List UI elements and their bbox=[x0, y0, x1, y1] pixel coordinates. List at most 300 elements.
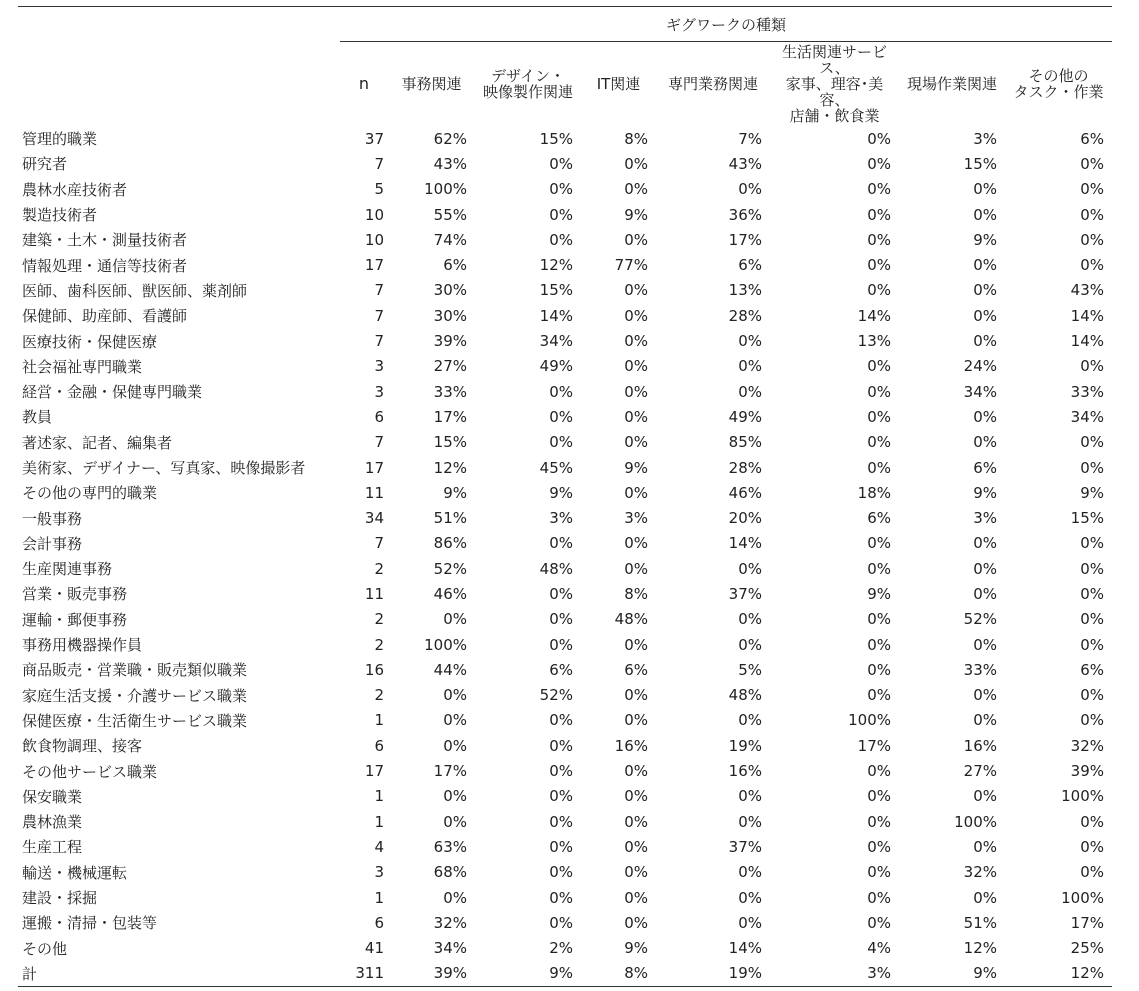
table-row bbox=[18, 202, 1112, 227]
cell-percent: 33% bbox=[433, 382, 467, 401]
cell-n: 1 bbox=[374, 787, 384, 806]
cell-percent: 0% bbox=[867, 762, 891, 781]
cell-percent: 0% bbox=[1080, 711, 1104, 730]
cell-n: 7 bbox=[374, 433, 384, 452]
cell-percent: 7% bbox=[738, 129, 762, 148]
cell-n: 3 bbox=[374, 382, 384, 401]
table-row bbox=[18, 632, 1112, 657]
cell-percent: 6% bbox=[1080, 660, 1104, 679]
cell-percent: 0% bbox=[867, 837, 891, 856]
cell-percent: 0% bbox=[867, 180, 891, 199]
table-body bbox=[18, 126, 1112, 987]
cell-percent: 0% bbox=[973, 205, 997, 224]
cell-percent: 0% bbox=[624, 332, 648, 351]
cell-percent: 9% bbox=[899, 961, 1005, 987]
row-label: 輸送・機械運転 bbox=[22, 863, 128, 882]
cell-percent: 0% bbox=[549, 812, 573, 831]
cell-percent: 3% bbox=[973, 509, 997, 528]
cell-percent: 0% bbox=[549, 762, 573, 781]
cell-percent: 0% bbox=[1080, 610, 1104, 629]
cell-percent: 0% bbox=[973, 256, 997, 275]
cell-percent: 0% bbox=[624, 762, 648, 781]
cell-percent: 0% bbox=[549, 913, 573, 932]
cell-percent: 0% bbox=[867, 407, 891, 426]
cell-percent: 0% bbox=[738, 332, 762, 351]
row-label: 運搬・清掃・包装等 bbox=[22, 914, 158, 933]
cell-percent: 0% bbox=[443, 812, 467, 831]
cell-percent: 0% bbox=[624, 180, 648, 199]
table-header bbox=[18, 7, 1112, 127]
cell-percent: 0% bbox=[624, 686, 648, 705]
cell-n: 11 bbox=[364, 483, 384, 502]
cell-n: 311 bbox=[340, 961, 388, 987]
cell-n: 7 bbox=[374, 534, 384, 553]
cell-percent: 0% bbox=[973, 433, 997, 452]
cell-percent: 0% bbox=[624, 711, 648, 730]
row-label: 生産工程 bbox=[22, 838, 83, 857]
row-label: 建築・土木・測量技術者 bbox=[22, 231, 188, 250]
cell-n: 41 bbox=[364, 939, 384, 958]
table-row bbox=[18, 708, 1112, 733]
row-label: 農林漁業 bbox=[22, 813, 83, 832]
cell-percent: 51% bbox=[433, 509, 467, 528]
cell-percent: 0% bbox=[549, 787, 573, 806]
cell-percent: 9% bbox=[624, 205, 648, 224]
cell-percent: 0% bbox=[973, 559, 997, 578]
cell-n: 2 bbox=[374, 610, 384, 629]
cell-percent: 9% bbox=[549, 483, 573, 502]
cell-percent: 52% bbox=[433, 559, 467, 578]
cell-percent: 0% bbox=[867, 382, 891, 401]
table-row bbox=[18, 379, 1112, 404]
cell-percent: 0% bbox=[867, 433, 891, 452]
cell-n: 7 bbox=[374, 332, 384, 351]
cell-percent: 0% bbox=[1080, 180, 1104, 199]
cell-n: 34 bbox=[364, 509, 384, 528]
cell-percent: 0% bbox=[867, 154, 891, 173]
cell-percent: 0% bbox=[443, 787, 467, 806]
column-header: 生活関連サービス、 家事、理容･美容、 店舗・飲食業 bbox=[781, 43, 887, 125]
cell-n: 2 bbox=[374, 686, 384, 705]
row-label: 美術家、デザイナー、写真家、映像撮影者 bbox=[22, 459, 306, 477]
table-row bbox=[18, 404, 1112, 429]
table-row bbox=[18, 455, 1112, 480]
cell-percent: 0% bbox=[867, 559, 891, 578]
cell-percent: 12% bbox=[963, 939, 997, 958]
cell-percent: 46% bbox=[433, 584, 467, 603]
cell-percent: 8% bbox=[624, 129, 648, 148]
cell-percent: 0% bbox=[973, 787, 997, 806]
cell-percent: 0% bbox=[1080, 230, 1104, 249]
cell-percent: 6% bbox=[1080, 129, 1104, 148]
cell-percent: 0% bbox=[973, 686, 997, 705]
cell-percent: 0% bbox=[1080, 154, 1104, 173]
cell-percent: 0% bbox=[1080, 559, 1104, 578]
cell-n: 7 bbox=[374, 154, 384, 173]
row-label: 飲食物調理、接客 bbox=[22, 737, 143, 756]
table-row bbox=[18, 860, 1112, 885]
cell-n: 3 bbox=[374, 357, 384, 376]
cell-percent: 15% bbox=[1070, 509, 1104, 528]
row-label: 商品販売・営業職・販売類似職業 bbox=[22, 661, 248, 680]
table-row bbox=[18, 328, 1112, 353]
row-label: 事務用機器操作員 bbox=[22, 636, 143, 655]
cell-percent: 100% bbox=[1061, 888, 1104, 907]
cell-percent: 37% bbox=[728, 837, 762, 856]
cell-percent: 51% bbox=[963, 913, 997, 932]
cell-percent: 0% bbox=[867, 787, 891, 806]
cell-n: 17 bbox=[364, 256, 384, 275]
cell-percent: 14% bbox=[1070, 332, 1104, 351]
cell-percent: 46% bbox=[728, 483, 762, 502]
cell-percent: 17% bbox=[433, 762, 467, 781]
cell-percent: 68% bbox=[433, 863, 467, 882]
cell-percent: 43% bbox=[433, 154, 467, 173]
cell-percent: 0% bbox=[867, 686, 891, 705]
cell-percent: 0% bbox=[738, 863, 762, 882]
cell-n: 1 bbox=[374, 888, 384, 907]
cell-percent: 85% bbox=[728, 433, 762, 452]
column-header: デザイン・ 映像製作関連 bbox=[482, 67, 573, 101]
table-row bbox=[18, 151, 1112, 176]
cell-percent: 0% bbox=[624, 306, 648, 325]
cell-percent: 77% bbox=[614, 256, 648, 275]
cell-percent: 33% bbox=[963, 660, 997, 679]
cell-percent: 0% bbox=[738, 812, 762, 831]
cell-percent: 55% bbox=[433, 205, 467, 224]
cell-percent: 100% bbox=[424, 180, 467, 199]
cell-percent: 14% bbox=[539, 306, 573, 325]
cell-percent: 30% bbox=[433, 281, 467, 300]
cell-percent: 9% bbox=[973, 230, 997, 249]
row-label: 医療技術・保健医療 bbox=[22, 332, 158, 351]
row-label: 運輸・郵便事務 bbox=[22, 610, 128, 629]
row-label: 著述家、記者、編集者 bbox=[22, 433, 173, 452]
cell-percent: 19% bbox=[656, 961, 770, 987]
row-label: その他の専門的職業 bbox=[22, 484, 158, 503]
cell-percent: 3% bbox=[973, 129, 997, 148]
cell-percent: 100% bbox=[1061, 787, 1104, 806]
cell-percent: 0% bbox=[549, 584, 573, 603]
cell-percent: 0% bbox=[549, 205, 573, 224]
cell-percent: 34% bbox=[539, 332, 573, 351]
cell-n: 3 bbox=[374, 863, 384, 882]
table-row bbox=[18, 556, 1112, 581]
row-label: 建設・採掘 bbox=[22, 889, 98, 908]
table-row bbox=[18, 733, 1112, 758]
cell-percent: 32% bbox=[1070, 736, 1104, 755]
table-row bbox=[18, 505, 1112, 530]
cell-percent: 0% bbox=[738, 180, 762, 199]
cell-n: 10 bbox=[364, 230, 384, 249]
cell-percent: 48% bbox=[614, 610, 648, 629]
cell-percent: 3% bbox=[770, 961, 899, 987]
row-label: 農林水産技術者 bbox=[22, 180, 128, 199]
cell-n: 16 bbox=[364, 660, 384, 679]
cell-percent: 3% bbox=[624, 509, 648, 528]
cell-percent: 0% bbox=[973, 534, 997, 553]
row-label: 情報処理・通信等技術者 bbox=[22, 256, 188, 275]
cell-percent: 34% bbox=[963, 382, 997, 401]
cell-n: 2 bbox=[374, 559, 384, 578]
cell-percent: 86% bbox=[433, 534, 467, 553]
cell-percent: 0% bbox=[738, 357, 762, 376]
cell-percent: 0% bbox=[549, 711, 573, 730]
cell-percent: 0% bbox=[973, 180, 997, 199]
cell-percent: 37% bbox=[728, 584, 762, 603]
row-label: 生産関連事務 bbox=[22, 560, 113, 579]
cell-percent: 13% bbox=[857, 332, 891, 351]
cell-percent: 0% bbox=[624, 154, 648, 173]
cell-percent: 6% bbox=[867, 509, 891, 528]
cell-percent: 0% bbox=[738, 711, 762, 730]
cell-percent: 0% bbox=[624, 357, 648, 376]
cell-percent: 0% bbox=[738, 913, 762, 932]
cell-percent: 0% bbox=[624, 559, 648, 578]
cell-percent: 0% bbox=[1080, 256, 1104, 275]
cell-percent: 0% bbox=[1080, 534, 1104, 553]
cell-percent: 0% bbox=[624, 913, 648, 932]
table-row bbox=[18, 126, 1112, 151]
cell-percent: 0% bbox=[973, 306, 997, 325]
cell-percent: 0% bbox=[1080, 863, 1104, 882]
table-row bbox=[18, 581, 1112, 606]
cell-percent: 0% bbox=[973, 711, 997, 730]
row-label: 医師、歯科医師、獣医師、薬剤師 bbox=[22, 281, 248, 300]
row-label: 管理的職業 bbox=[22, 130, 98, 149]
cell-percent: 17% bbox=[728, 230, 762, 249]
cell-percent: 12% bbox=[1005, 961, 1112, 987]
cell-percent: 0% bbox=[867, 129, 891, 148]
cell-percent: 0% bbox=[973, 584, 997, 603]
cell-percent: 0% bbox=[738, 382, 762, 401]
cell-percent: 15% bbox=[963, 154, 997, 173]
cell-percent: 14% bbox=[857, 306, 891, 325]
cell-percent: 0% bbox=[549, 433, 573, 452]
cell-percent: 8% bbox=[581, 961, 656, 987]
cell-percent: 17% bbox=[857, 736, 891, 755]
table-row bbox=[18, 936, 1112, 961]
column-header: IT関連 bbox=[596, 75, 641, 93]
cell-percent: 48% bbox=[728, 686, 762, 705]
cell-percent: 0% bbox=[973, 888, 997, 907]
cell-percent: 45% bbox=[539, 458, 573, 477]
cell-percent: 0% bbox=[624, 635, 648, 654]
cell-percent: 6% bbox=[443, 256, 467, 275]
cell-percent: 0% bbox=[1080, 357, 1104, 376]
cell-percent: 0% bbox=[973, 407, 997, 426]
cell-percent: 16% bbox=[614, 736, 648, 755]
column-header: 現場作業関連 bbox=[906, 75, 997, 93]
cell-percent: 49% bbox=[539, 357, 573, 376]
column-header: その他の タスク・作業 bbox=[1013, 67, 1104, 101]
cell-percent: 0% bbox=[867, 913, 891, 932]
cell-percent: 0% bbox=[624, 407, 648, 426]
cell-percent: 0% bbox=[549, 154, 573, 173]
cell-percent: 16% bbox=[963, 736, 997, 755]
cell-percent: 0% bbox=[738, 610, 762, 629]
cell-percent: 0% bbox=[549, 863, 573, 882]
table-row bbox=[18, 252, 1112, 277]
cell-n: 17 bbox=[364, 762, 384, 781]
table-row bbox=[18, 834, 1112, 859]
cell-percent: 15% bbox=[539, 281, 573, 300]
cell-percent: 0% bbox=[973, 281, 997, 300]
table-row bbox=[18, 809, 1112, 834]
table-row bbox=[18, 961, 1112, 987]
cell-percent: 100% bbox=[424, 635, 467, 654]
row-label: 家庭生活支援・介護サービス職業 bbox=[22, 686, 248, 705]
cell-percent: 0% bbox=[973, 635, 997, 654]
cell-percent: 63% bbox=[433, 837, 467, 856]
cell-percent: 0% bbox=[549, 180, 573, 199]
table-row bbox=[18, 177, 1112, 202]
cell-percent: 44% bbox=[433, 660, 467, 679]
cell-percent: 6% bbox=[738, 256, 762, 275]
cell-percent: 0% bbox=[624, 812, 648, 831]
row-label: 保安職業 bbox=[22, 787, 83, 806]
cell-percent: 43% bbox=[728, 154, 762, 173]
cell-percent: 0% bbox=[867, 458, 891, 477]
table-row bbox=[18, 531, 1112, 556]
cell-percent: 28% bbox=[728, 458, 762, 477]
table-row bbox=[18, 354, 1112, 379]
cell-percent: 0% bbox=[549, 736, 573, 755]
cell-percent: 9% bbox=[475, 961, 581, 987]
row-label: 教員 bbox=[22, 408, 53, 427]
cell-percent: 0% bbox=[867, 205, 891, 224]
cell-percent: 17% bbox=[433, 407, 467, 426]
cell-percent: 25% bbox=[1070, 939, 1104, 958]
row-label: 経営・金融・保健専門職業 bbox=[22, 383, 203, 402]
cell-percent: 27% bbox=[963, 762, 997, 781]
cell-n: 17 bbox=[364, 458, 384, 477]
table-row bbox=[18, 885, 1112, 910]
cell-n: 7 bbox=[374, 306, 384, 325]
cell-percent: 0% bbox=[738, 635, 762, 654]
table-row bbox=[18, 758, 1112, 783]
table-row bbox=[18, 607, 1112, 632]
row-label: 保健医療・生活衛生サービス職業 bbox=[22, 711, 248, 730]
cell-percent: 17% bbox=[1070, 913, 1104, 932]
cell-percent: 28% bbox=[728, 306, 762, 325]
row-label: その他 bbox=[22, 939, 68, 958]
cell-n: 1 bbox=[374, 812, 384, 831]
cell-percent: 0% bbox=[867, 230, 891, 249]
cell-percent: 0% bbox=[443, 736, 467, 755]
column-header: 専門業務関連 bbox=[667, 75, 758, 93]
cell-percent: 39% bbox=[433, 332, 467, 351]
cell-percent: 0% bbox=[549, 635, 573, 654]
cell-percent: 32% bbox=[433, 913, 467, 932]
cell-n: 7 bbox=[374, 281, 384, 300]
cell-percent: 0% bbox=[624, 837, 648, 856]
cell-percent: 0% bbox=[867, 812, 891, 831]
table-row bbox=[18, 683, 1112, 708]
cell-percent: 0% bbox=[1080, 686, 1104, 705]
gig-work-table bbox=[18, 6, 1112, 987]
cell-percent: 12% bbox=[539, 256, 573, 275]
table-row bbox=[18, 480, 1112, 505]
cell-percent: 0% bbox=[624, 863, 648, 882]
cell-percent: 0% bbox=[443, 686, 467, 705]
cell-percent: 62% bbox=[433, 129, 467, 148]
cell-n: 37 bbox=[364, 129, 384, 148]
cell-percent: 0% bbox=[549, 534, 573, 553]
cell-percent: 0% bbox=[973, 837, 997, 856]
column-header: 事務関連 bbox=[401, 75, 462, 93]
cell-percent: 0% bbox=[624, 888, 648, 907]
cell-percent: 0% bbox=[624, 433, 648, 452]
cell-percent: 39% bbox=[1070, 762, 1104, 781]
cell-percent: 0% bbox=[549, 382, 573, 401]
row-label: 営業・販売事務 bbox=[22, 585, 128, 604]
cell-percent: 0% bbox=[1080, 837, 1104, 856]
table-row bbox=[18, 657, 1112, 682]
cell-percent: 9% bbox=[443, 483, 467, 502]
cell-n: 6 bbox=[374, 407, 384, 426]
cell-percent: 13% bbox=[728, 281, 762, 300]
cell-percent: 74% bbox=[433, 230, 467, 249]
cell-percent: 0% bbox=[738, 787, 762, 806]
cell-percent: 14% bbox=[728, 534, 762, 553]
cell-percent: 32% bbox=[963, 863, 997, 882]
cell-percent: 8% bbox=[624, 584, 648, 603]
table-row bbox=[18, 303, 1112, 328]
cell-percent: 15% bbox=[539, 129, 573, 148]
row-label: 計 bbox=[18, 961, 340, 987]
cell-percent: 20% bbox=[728, 509, 762, 528]
row-label: その他サービス職業 bbox=[22, 762, 158, 781]
cell-percent: 19% bbox=[728, 736, 762, 755]
cell-percent: 0% bbox=[867, 357, 891, 376]
cell-percent: 16% bbox=[728, 762, 762, 781]
cell-percent: 0% bbox=[624, 382, 648, 401]
table-row bbox=[18, 910, 1112, 935]
row-label: 製造技術者 bbox=[22, 206, 98, 225]
cell-n: 11 bbox=[364, 584, 384, 603]
cell-percent: 9% bbox=[624, 458, 648, 477]
cell-n: 5 bbox=[374, 180, 384, 199]
row-label: 一般事務 bbox=[22, 509, 83, 528]
cell-percent: 15% bbox=[433, 433, 467, 452]
cell-n: 2 bbox=[374, 635, 384, 654]
table-row bbox=[18, 278, 1112, 303]
cell-percent: 34% bbox=[1070, 407, 1104, 426]
cell-percent: 33% bbox=[1070, 382, 1104, 401]
cell-percent: 0% bbox=[1080, 205, 1104, 224]
group-title: ギグワークの種類 bbox=[340, 7, 1112, 42]
cell-percent: 0% bbox=[549, 407, 573, 426]
cell-percent: 0% bbox=[973, 332, 997, 351]
cell-percent: 52% bbox=[539, 686, 573, 705]
cell-percent: 14% bbox=[728, 939, 762, 958]
cell-percent: 0% bbox=[738, 559, 762, 578]
cell-percent: 0% bbox=[1080, 433, 1104, 452]
header-blank bbox=[18, 7, 340, 42]
cell-percent: 0% bbox=[624, 483, 648, 502]
table-row bbox=[18, 784, 1112, 809]
cell-percent: 0% bbox=[549, 610, 573, 629]
cell-percent: 0% bbox=[624, 281, 648, 300]
cell-percent: 0% bbox=[738, 888, 762, 907]
cell-percent: 9% bbox=[1080, 483, 1104, 502]
cell-percent: 100% bbox=[954, 812, 997, 831]
cell-n: 6 bbox=[374, 736, 384, 755]
cell-percent: 5% bbox=[738, 660, 762, 679]
cell-percent: 48% bbox=[539, 559, 573, 578]
cell-percent: 0% bbox=[867, 635, 891, 654]
